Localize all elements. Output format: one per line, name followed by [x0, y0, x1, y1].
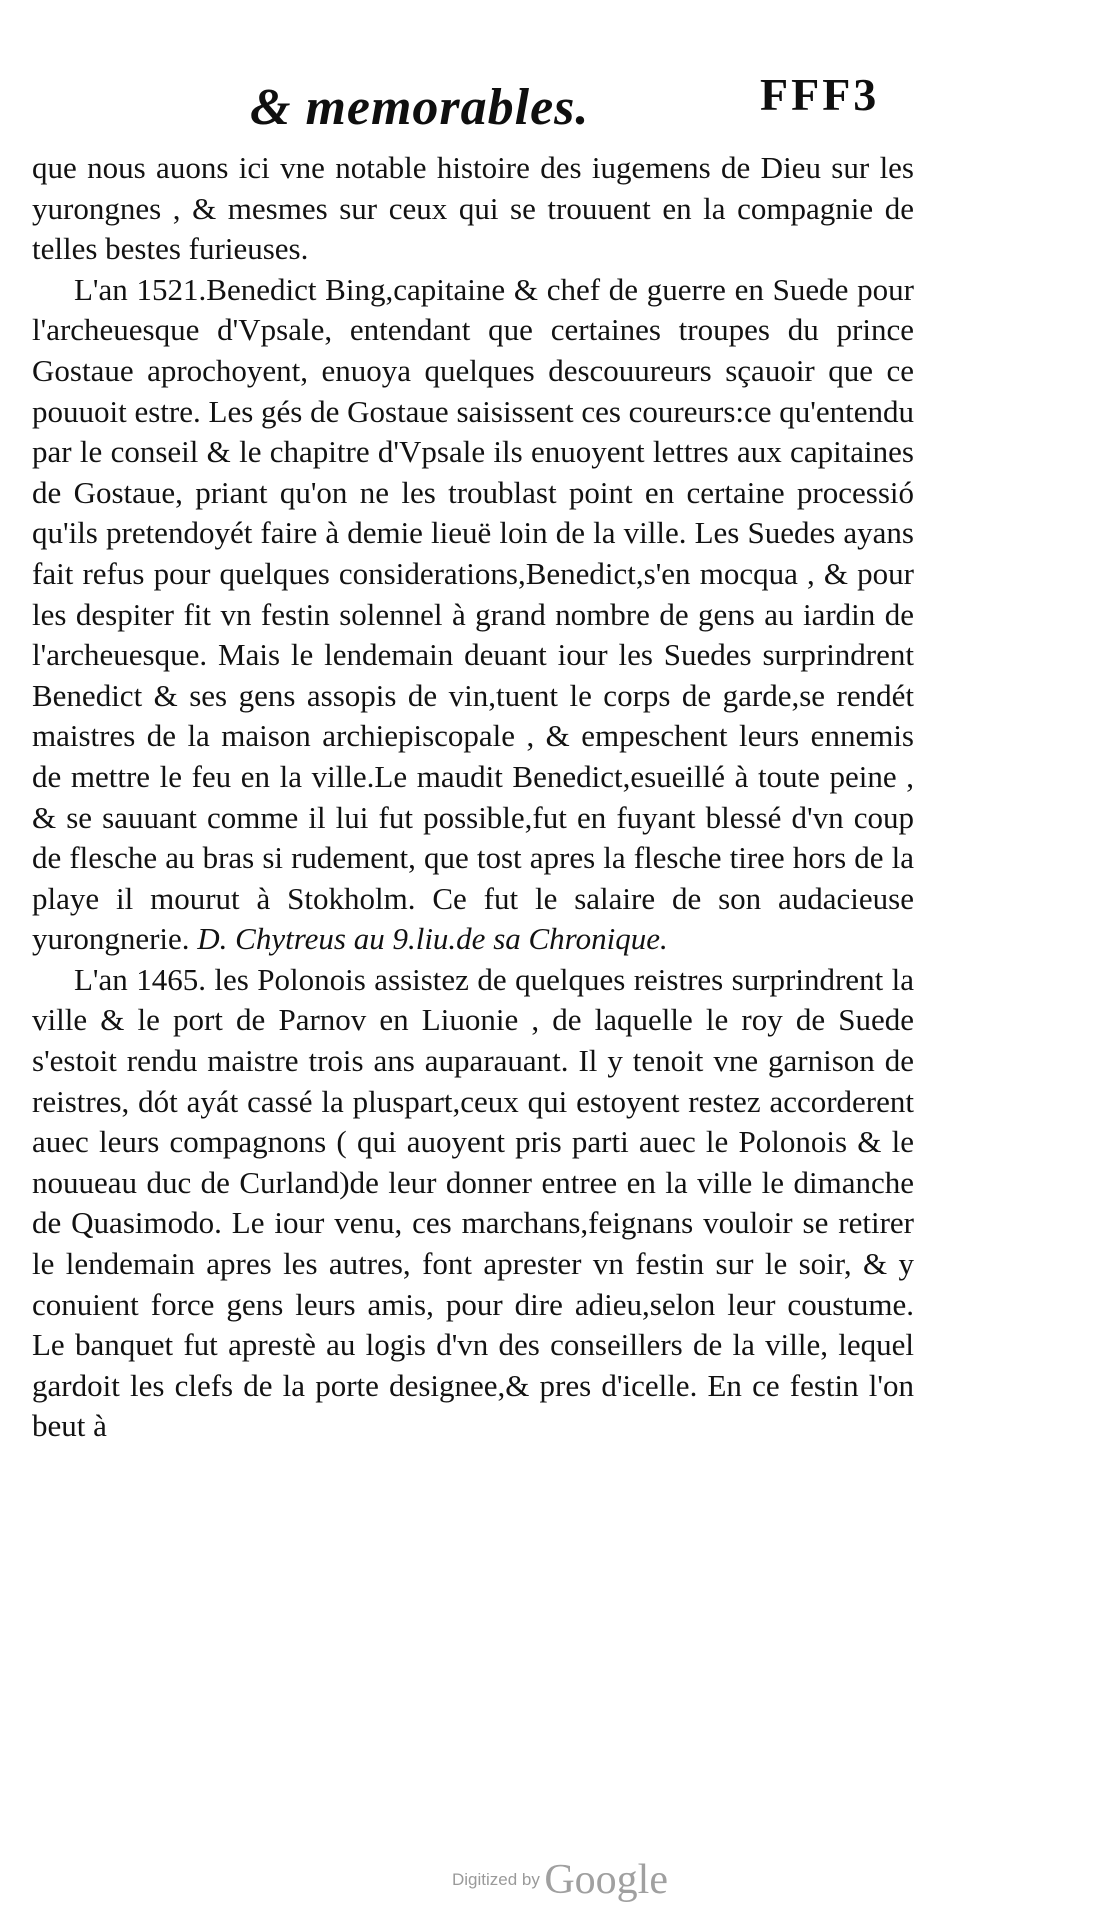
digitized-by-google-watermark [452, 1856, 668, 1904]
citation-chytreus: D. Chytreus au 9.liu.de sa Chronique. [197, 921, 668, 957]
google-logo: Google [544, 1857, 668, 1903]
digitized-by-label: Digitized by [452, 1870, 540, 1889]
paragraph-1465: L'an 1465. les Polonois assistez de quelques reistres surprindrent la ville & le port de Parnov en Liuonie , de laquelle le roy de Suede s'estoit rendu maistre trois ans auparauant. Il y tenoit vne garnison de reistres, dót ayát cassé la pluspart,ceux qui estoyent restez accorderent auec leurs compagnons ( qui auoyent pris parti auec le Polonois & le nouueau duc de Curland)de leur donner entree en la ville le dimanche de Quasimodo. Le iour venu, ces marchans,feignans vouloir se retirer le lendemain apres les autres, font aprester vn festin sur le soir, & y conuient force gens leurs amis, pour dire adieu,selon leur coustume. Le banquet fut aprestè au logis d'vn des conseillers de la ville, lequel gardoit les clefs de la porte designee,& pres d'icelle. En ce festin l'on beut à [32, 961, 914, 1444]
paragraph-1521-text: L'an 1521.Benedict Bing,capitaine & chef de guerre en Suede pour l'archeuesque d'Vpsale, entendant que certaines troupes du prince Gostaue aprochoyent, enuoya quelques descouureurs sçauoir que ce pouuoit estre. Les gés de Gostaue saisissent ces coureurs:ce qu'entendu par le conseil & le chapitre d'Vpsale ils enuoyent lettres aux capitaines de Gostaue, priant qu'on ne les troublast point en certaine processió qu'ils pretendoyét faire à demie lieuë loin de la ville. Les Suedes ayans fait refus pour quelques considerations,Benedict,s'en mocqua , & pour les despiter fit vn festin solennel à grand nombre de gens au iardin de l'archeuesque. Mais le lendemain deuant iour les Suedes surprindrent Benedict & ses gens assopis de vin,tuent le corps de garde,se rendét maistres de la maison archiepiscopale , & empeschent leurs ennemis de mettre le feu en la ville.Le maudit Benedict,esueillé à toute peine , & se sauuant comme il lui fut possible,fut en fuyant blessé d'vn coup de flesche au bras si rudement, que tost apres la flesche tiree hors de la playe il mourut à Stokholm. Ce fut le salaire de son audacieuse yurongnerie. [32, 271, 914, 957]
running-title: & memorables. [250, 79, 590, 136]
signature-mark: FFF3 [760, 69, 880, 120]
body-text [32, 148, 914, 1447]
paragraph-continuation: que nous auons ici vne notable histoire des iugemens de Dieu sur les yurongnes , & mesmes sur ceux qui se trouuent en la compagnie de telles bestes furieuses. [32, 150, 914, 267]
paragraph-1521 [32, 270, 914, 960]
